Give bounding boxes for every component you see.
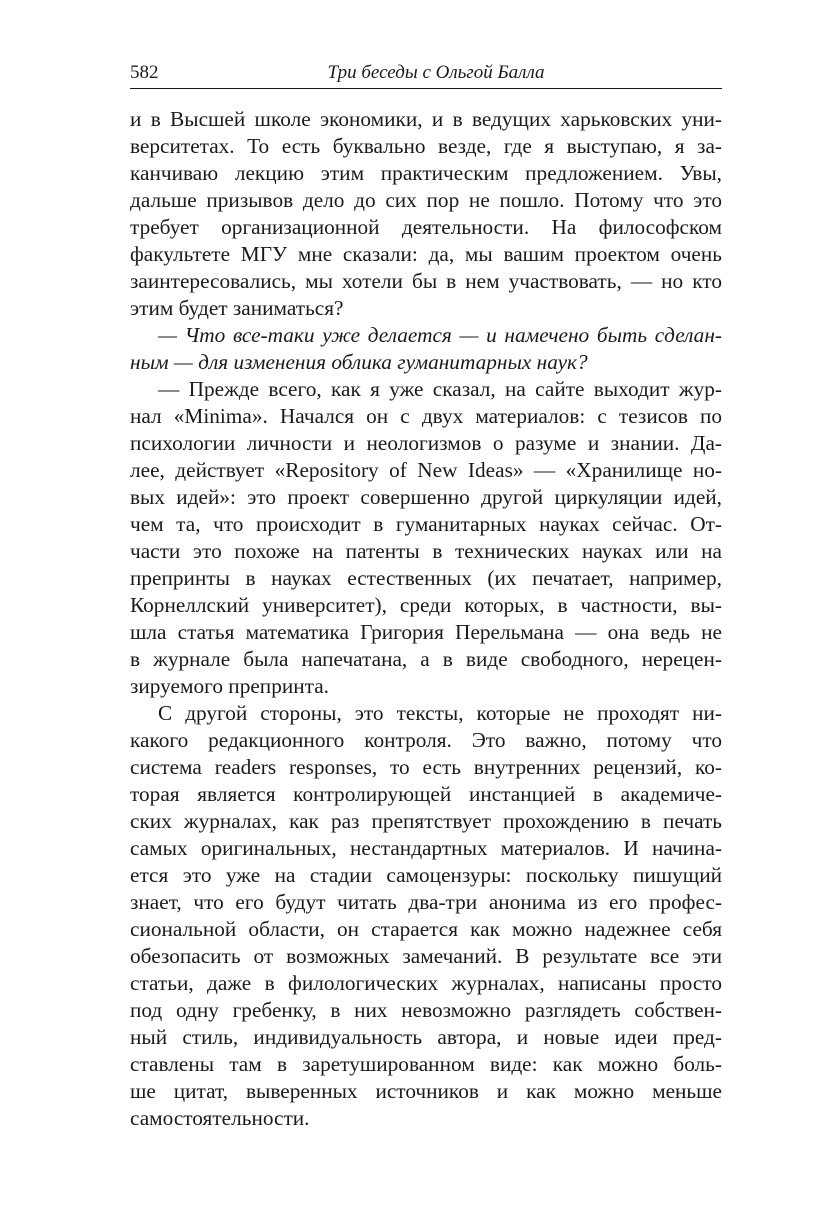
- text-line: и в Высшей школе экономики, и в ведущих харьковских уни-: [130, 107, 722, 131]
- text-line: этим будет заниматься?: [130, 296, 344, 320]
- text-line: нал «Minima». Начался он с двух материалов: с тезисов по: [130, 404, 722, 428]
- text-line: самых оригинальных, нестандартных материалов. И начина-: [130, 836, 722, 860]
- text-line: какого редакционного контроля. Это важно, потому что: [130, 728, 722, 752]
- text-line: канчиваю лекцию этим практическим предложением. Увы,: [130, 161, 722, 185]
- text-line: ше цитат, выверенных источников и как можно меньше: [130, 1079, 722, 1103]
- text-line: — Прежде всего, как я уже сказал, на сайте выходит жур-: [158, 377, 722, 401]
- running-head: [130, 60, 722, 88]
- text-line: — Что все-таки уже делается — и намечено быть сделан-: [158, 323, 722, 347]
- text-line: чем та, что происходит в гуманитарных науках сейчас. От-: [130, 512, 722, 536]
- text-line: знает, что его будут читать два-три анонима из его профес-: [130, 890, 722, 914]
- text-line: торая является контролирующей инстанцией в академиче-: [130, 782, 722, 806]
- text-line: ется это уже на стадии самоцензуры: поскольку пишущий: [130, 863, 722, 887]
- text-line: С другой стороны, это тексты, которые не проходят ни-: [158, 701, 722, 725]
- text-line: самостоятельности.: [130, 1106, 310, 1130]
- text-line: верситетах. То есть буквально везде, где я выступаю, я за-: [130, 134, 722, 158]
- text-line: части это похоже на патенты в технических науках или на: [130, 539, 722, 563]
- text-line: ным — для изменения облика гуманитарных наук?: [130, 350, 588, 374]
- text-line: ставлены там в заретушированном виде: как можно боль-: [130, 1052, 722, 1076]
- text-line: заинтересовались, мы хотели бы в нем участвовать, — но кто: [130, 269, 722, 293]
- running-title: Три беседы с Ольгой Балла: [327, 62, 545, 83]
- text-line: статьи, даже в филологических журналах, написаны просто: [130, 971, 722, 995]
- text-line: требует организационной деятельности. На философском: [130, 215, 722, 239]
- text-line: зируемого препринта.: [130, 674, 329, 698]
- text-line: лее, действует «Repository of New Ideas» — «Хранилище но-: [130, 458, 722, 482]
- text-line: сиональной области, он старается как можно надежнее себя: [130, 917, 722, 941]
- text-line: система readers responses, то есть внутренних рецензий, ко-: [130, 755, 722, 779]
- text-line: препринты в науках естественных (их печатает, например,: [130, 566, 722, 590]
- text-line: ских журналах, как раз препятствует прохождению в печать: [130, 809, 722, 833]
- text-line: факультете МГУ мне сказали: да, мы вашим проектом очень: [130, 242, 722, 266]
- text-line: шла статья математика Григория Перельмана — она ведь не: [130, 620, 722, 644]
- text-line: Корнеллский университет), среди которых, в частности, вы-: [130, 593, 722, 617]
- header-rule: [130, 88, 722, 89]
- text-line: психологии личности и неологизмов о разуме и знании. Да-: [130, 431, 722, 455]
- text-line: ный стиль, индивидуальность автора, и новые идеи пред-: [130, 1025, 722, 1049]
- text-line: обезопасить от возможных замечаний. В результате все эти: [130, 944, 722, 968]
- body-text: [130, 106, 722, 1132]
- page-number: 582: [130, 62, 159, 83]
- text-line: вых идей»: это проект совершенно другой циркуляции идей,: [130, 485, 722, 509]
- text-line: в журнале была напечатана, а в виде свободного, нерецен-: [130, 647, 722, 671]
- text-line: дальше призывов дело до сих пор не пошло. Потому что это: [130, 188, 722, 212]
- text-line: под одну гребенку, в них невозможно разглядеть собствен-: [130, 998, 722, 1022]
